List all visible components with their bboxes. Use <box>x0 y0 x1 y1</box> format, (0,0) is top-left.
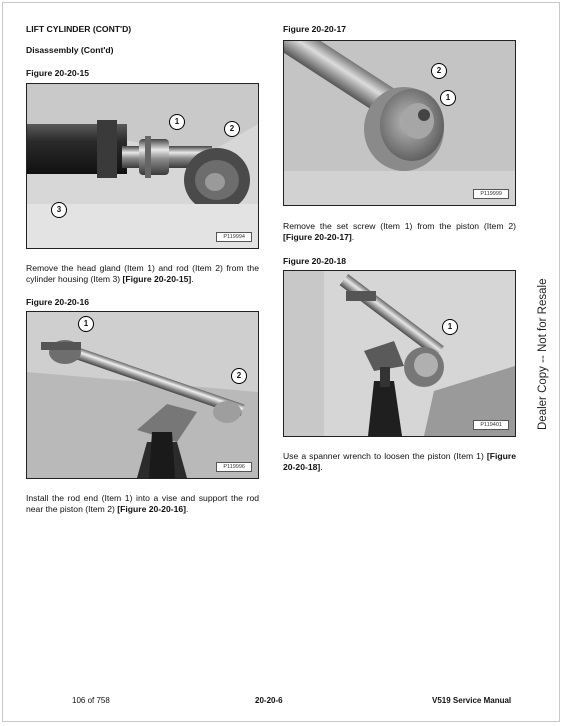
subsection-title: Disassembly (Cont'd) <box>26 45 114 55</box>
figure-20-20-18 <box>283 270 516 437</box>
photo-gland-rod <box>27 84 258 248</box>
callout: 2 <box>224 121 240 137</box>
photo-piston-set-screw <box>284 41 515 205</box>
figure-title-15: Figure 20-20-15 <box>26 68 90 78</box>
figure-20-20-17 <box>283 40 516 206</box>
footer-page-count: 106 of 758 <box>72 696 110 705</box>
paragraph-3: Remove the set screw (Item 1) from the piston (Item 2) [Figure 20-20-17]. <box>283 221 516 242</box>
callout: 1 <box>78 316 94 332</box>
paragraph-4: Use a spanner wrench to loosen the piston (Item 1) [Figure 20-20-18]. <box>283 451 516 472</box>
dealer-copy-side-text: Dealer Copy -- Not for Resale <box>537 278 549 430</box>
photo-spanner-piston <box>284 271 515 436</box>
figure-title-17: Figure 20-20-17 <box>283 24 347 34</box>
figure-20-20-15 <box>26 83 259 249</box>
callout: 1 <box>169 114 185 130</box>
section-title: LIFT CYLINDER (CONT'D) <box>26 24 132 34</box>
photo-id: P119401 <box>473 420 509 430</box>
figure-20-20-16 <box>26 311 259 479</box>
paragraph-1: Remove the head gland (Item 1) and rod (Item 2) from the cylinder housing (Item 3) [Figure 20-20-15]. <box>26 263 259 284</box>
figure-title-18: Figure 20-20-18 <box>283 256 347 266</box>
callout: 3 <box>51 202 67 218</box>
footer-manual-title: V519 Service Manual <box>432 696 512 705</box>
callout: 1 <box>440 90 456 106</box>
photo-id: P119996 <box>216 462 252 472</box>
photo-id: P119999 <box>473 189 509 199</box>
figure-title-16: Figure 20-20-16 <box>26 297 90 307</box>
callout: 2 <box>231 368 247 384</box>
callout: 2 <box>431 63 447 79</box>
footer-page-number: 20-20-6 <box>255 696 283 705</box>
callout: 1 <box>442 319 458 335</box>
photo-rod-in-vise <box>27 312 258 478</box>
paragraph-2: Install the rod end (Item 1) into a vise and support the rod near the piston (Item 2) [Figure 20-20-16]. <box>26 493 259 514</box>
photo-id: P119994 <box>216 232 252 242</box>
